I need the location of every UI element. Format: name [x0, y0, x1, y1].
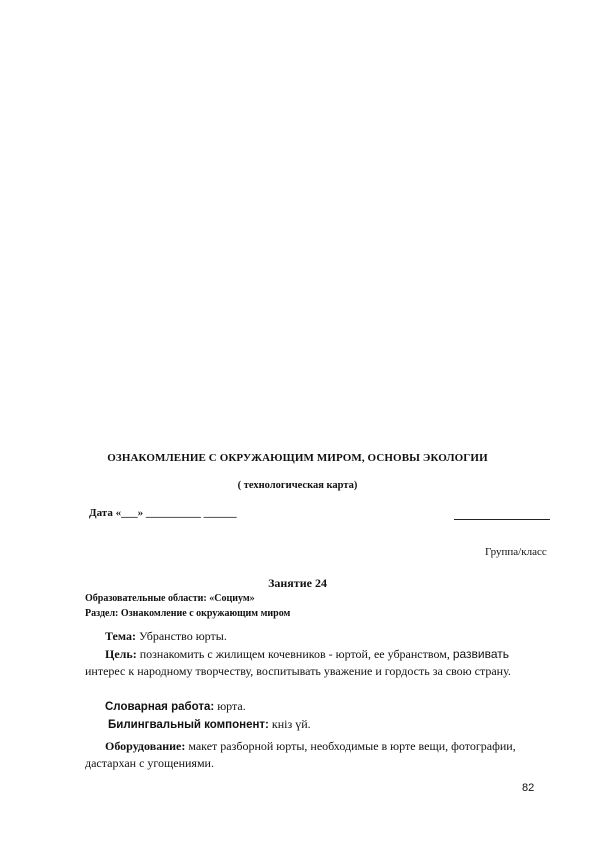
group-label: Группа/класс [485, 546, 547, 558]
equipment-paragraph [85, 738, 525, 772]
signature-line [454, 519, 550, 520]
goal-develop: развивать [452, 647, 510, 661]
lesson-title: Занятие 24 [268, 576, 327, 590]
bilingual-value: кнiз үй. [271, 717, 311, 731]
section-line: Раздел: Ознакомление с окружающим миром [85, 608, 291, 619]
goal-label: Цель: [105, 647, 137, 661]
vocab-label: Словарная работа: [105, 701, 215, 713]
vocab-line [85, 698, 545, 716]
bilingual-line [85, 716, 548, 734]
date-line: Дата «___» __________ ______ [89, 507, 237, 519]
equipment-value: макет разборной юрты, необходимые в юрте вещи, фотографии, дастархан с угощениями. [85, 739, 516, 770]
document-subtitle: ( технологическая карта) [237, 480, 358, 491]
goal-paragraph [85, 646, 525, 680]
equipment-label: Оборудование: [105, 739, 186, 753]
bilingual-label: Билингвальный компонент: [108, 719, 269, 731]
educational-areas: Образовательные области: «Социум» [85, 593, 255, 604]
topic-value: Убранство юрты. [138, 629, 227, 643]
document-title: ОЗНАКОМЛЕНИЕ С ОКРУЖАЮЩИМ МИРОМ, ОСНОВЫ ЭКОЛОГИИ [107, 452, 488, 464]
vocab-value: юрта. [217, 699, 246, 713]
topic-line [85, 628, 545, 645]
goal-text-1: познакомить с жилищем кочевников - юртой, ее убранством, [139, 647, 450, 661]
goal-text-2: интерес к народному творчеству, воспитывать уважение и гордость за свою страну. [85, 664, 511, 678]
page-number: 82 [522, 782, 535, 794]
topic-label: Тема: [105, 629, 136, 643]
